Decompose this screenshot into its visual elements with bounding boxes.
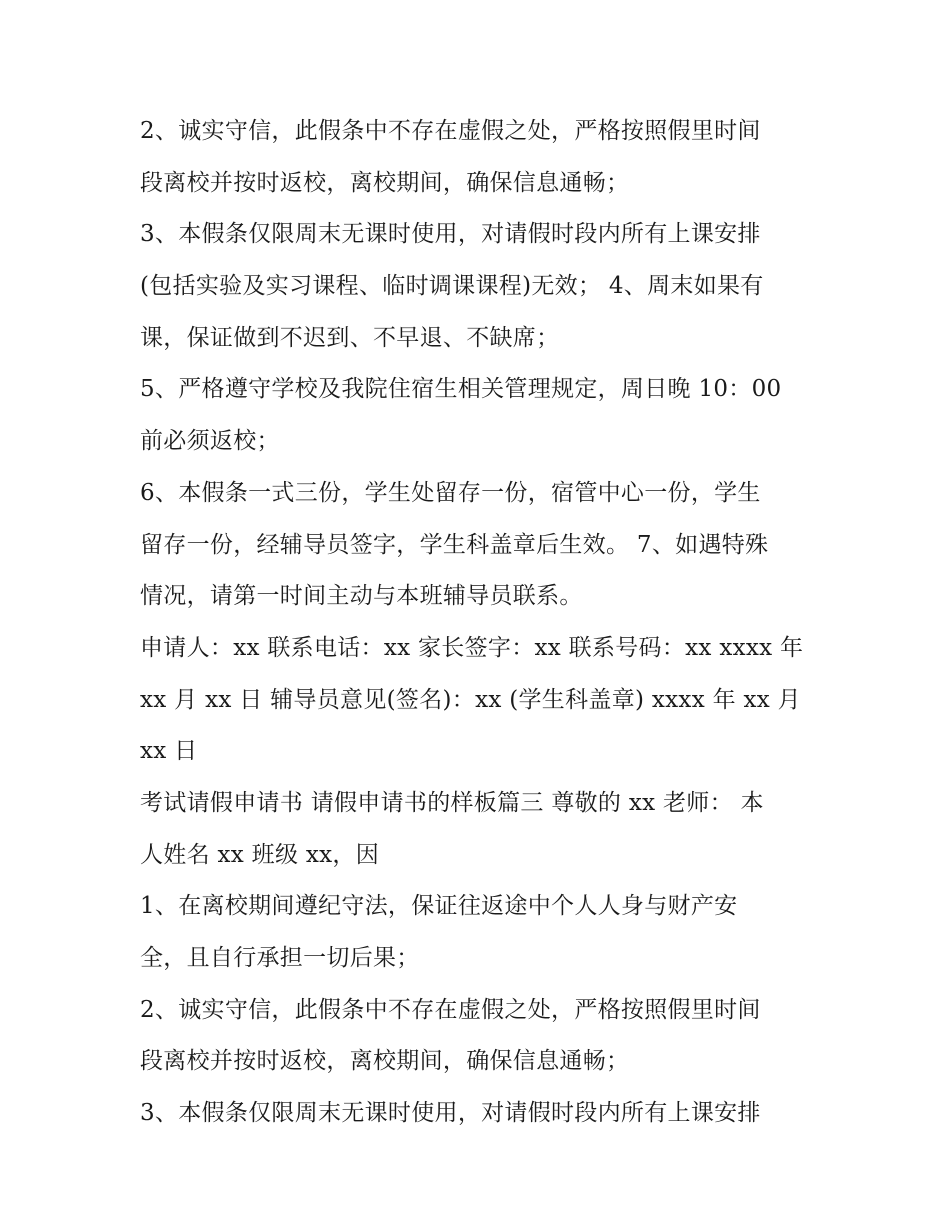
- text-line: 留存一份，经辅导员签字，学生科盖章后生效。 7、如遇特殊: [140, 531, 769, 558]
- text-line: 考试请假申请书 请假申请书的样板篇三 尊敬的 xx 老师： 本: [140, 789, 764, 816]
- text-line: 2、诚实守信，此假条中不存在虚假之处，严格按照假里时间: [140, 118, 761, 144]
- text-line: 课，保证做到不迟到、不早退、不缺席；: [140, 324, 560, 351]
- text-line: 1、在离校期间遵纪守法，保证往返途中个人人身与财产安: [140, 893, 738, 920]
- text-line: 段离校并按时返校，离校期间，确保信息通畅；: [140, 169, 630, 196]
- text-line: 2、诚实守信，此假条中不存在虚假之处，严格按照假里时间: [140, 996, 761, 1023]
- text-line: 申请人：xx 联系电话：xx 家长签字：xx 联系号码：xx xxxx 年: [140, 634, 804, 661]
- document-body: [140, 106, 820, 1140]
- text-line: 6、本假条一式三份，学生处留存一份，宿管中心一份，学生: [140, 479, 761, 506]
- text-line: 情况，请第一时间主动与本班辅导员联系。: [140, 583, 583, 610]
- text-line: 前必须返校；: [140, 428, 280, 455]
- text-line: xx 日: [140, 738, 198, 765]
- text-line: 3、本假条仅限周末无课时使用，对请假时段内所有上课安排: [140, 221, 761, 248]
- text-line: 5、严格遵守学校及我院住宿生相关管理规定，周日晚 10：00: [140, 376, 782, 403]
- text-line: 3、本假条仅限周末无课时使用，对请假时段内所有上课安排: [140, 1100, 761, 1127]
- text-line: 段离校并按时返校，离校期间，确保信息通畅；: [140, 1048, 630, 1075]
- text-line: (包括实验及实习课程、临时调课课程)无效； 4、周末如果有: [140, 273, 764, 300]
- text-line: xx 月 xx 日 辅导员意见(签名)：xx (学生科盖章) xxxx 年 xx 月: [140, 686, 801, 713]
- text-line: 人姓名 xx 班级 xx，因: [140, 841, 380, 868]
- text-line: 全，且自行承担一切后果；: [140, 945, 420, 971]
